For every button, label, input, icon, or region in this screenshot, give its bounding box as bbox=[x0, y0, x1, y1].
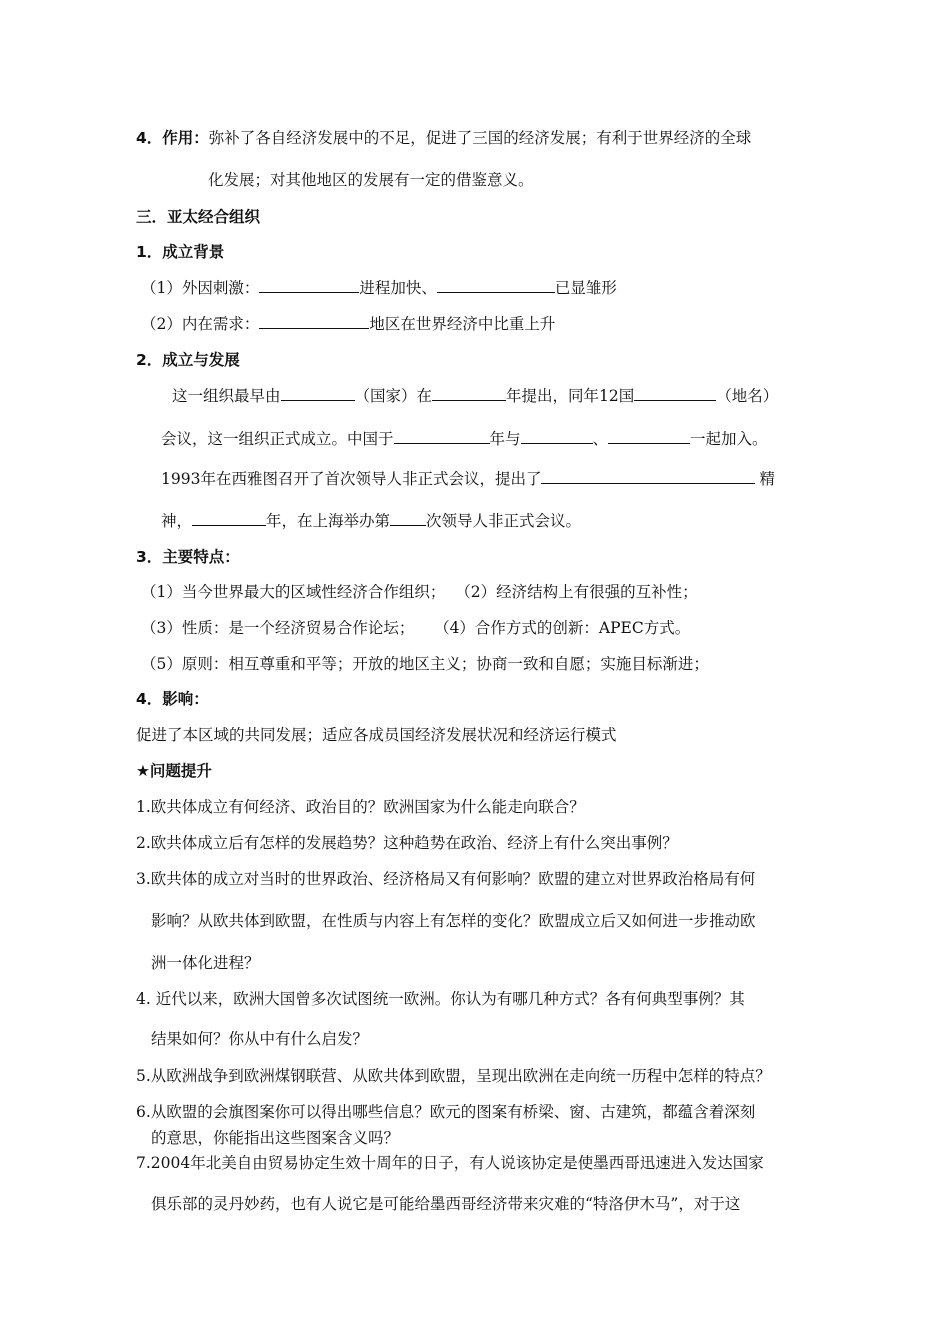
text: 年提出，同年12国 bbox=[506, 387, 635, 405]
question-3-line-1: 3.欧共体的成立对当时的世界政治、经济格局又有何影响？欧盟的建立对世界政治格局有何 bbox=[136, 870, 756, 888]
text: 一起加入。 bbox=[690, 430, 768, 448]
text: 会议，这一组织正式成立。中国于 bbox=[161, 430, 394, 448]
text: （地名） bbox=[716, 387, 779, 405]
effect-text-1: 弥补了各自经济发展中的不足，促进了三国的经济发展；有利于世界经济的全球 bbox=[208, 129, 752, 147]
question-3-line-3: 洲一体化进程？ bbox=[151, 954, 260, 972]
text: 1993年在西雅图召开了首次领导人非正式会议，提出了 bbox=[161, 470, 542, 488]
question-1: 1.欧共体成立有何经济、政治目的？欧洲国家为什么能走向联合？ bbox=[136, 798, 585, 816]
development-line-2 bbox=[161, 427, 768, 449]
blank[interactable] bbox=[541, 469, 755, 484]
text: 进程加快、 bbox=[359, 279, 437, 297]
text: （1）外因刺激： bbox=[141, 279, 260, 297]
text: （国家）在 bbox=[354, 387, 433, 405]
blank[interactable] bbox=[259, 314, 369, 329]
questions-heading: ★问题提升 bbox=[136, 762, 212, 780]
blank[interactable] bbox=[432, 386, 506, 401]
text: 地区在世界经济中比重上升 bbox=[369, 315, 556, 333]
development-line-1 bbox=[172, 384, 778, 406]
development-heading: 2．成立与发展 bbox=[136, 351, 240, 369]
text: 、 bbox=[592, 430, 609, 448]
question-2: 2.欧共体成立后有怎样的发展趋势？这种趋势在政治、经济上有什么突出事例？ bbox=[136, 834, 678, 852]
effect-line-2: 化发展；对其他地区的发展有一定的借鉴意义。 bbox=[208, 171, 534, 189]
text: 这一组织最早由 bbox=[172, 387, 281, 405]
blank[interactable] bbox=[390, 511, 426, 526]
effect-label: 4．作用： bbox=[136, 129, 209, 147]
text: 年与 bbox=[489, 430, 521, 448]
text: 精 bbox=[759, 470, 775, 488]
features-heading: 3．主要特点： bbox=[136, 548, 240, 566]
development-line-4 bbox=[161, 509, 581, 531]
influence-heading: 4．影响： bbox=[136, 690, 209, 708]
question-3-line-2: 影响？从欧共体到欧盟，在性质与内容上有怎样的变化？欧盟成立后又如何进一步推动欧 bbox=[151, 912, 756, 930]
question-4-line-2: 结果如何？你从中有什么启发？ bbox=[151, 1030, 369, 1048]
features-line-1: （1）当今世界最大的区域性经济合作组织； （2）经济结构上有很强的互补性； bbox=[141, 583, 698, 601]
blank[interactable] bbox=[394, 429, 490, 444]
background-line-1 bbox=[141, 276, 617, 298]
question-6-line-2: 的意思，你能指出这些图案含义吗？ bbox=[151, 1129, 400, 1147]
text: （2）内在需求： bbox=[141, 315, 260, 333]
effect-line-1 bbox=[136, 126, 751, 148]
features-line-2: （3）性质：是一个经济贸易合作论坛； （4）合作方式的创新：APEC方式。 bbox=[141, 619, 691, 637]
background-heading: 1．成立背景 bbox=[136, 243, 225, 261]
text: 年，在上海举办第 bbox=[266, 512, 391, 530]
text: 次领导人非正式会议。 bbox=[426, 512, 582, 530]
blank[interactable] bbox=[608, 429, 690, 444]
features-line-3: （5）原则：相互尊重和平等；开放的地区主义；协商一致和自愿；实施目标渐进； bbox=[141, 655, 709, 673]
blank[interactable] bbox=[192, 511, 266, 526]
section-3-title: 三．亚太经合组织 bbox=[136, 208, 261, 226]
blank[interactable] bbox=[281, 386, 355, 401]
question-7-line-2: 俱乐部的灵丹妙药，也有人说它是可能给墨西哥经济带来灾难的“特洛伊木马”，对于这 bbox=[151, 1195, 741, 1213]
influence-text: 促进了本区域的共同发展；适应各成员国经济发展状况和经济运行模式 bbox=[136, 726, 617, 744]
text: 已显雏形 bbox=[554, 279, 617, 297]
question-6-line-1: 6.从欧盟的会旗图案你可以得出哪些信息？欧元的图案有桥梁、窗、古建筑，都蕴含着深刻 bbox=[136, 1103, 756, 1121]
text: 神， bbox=[161, 512, 193, 530]
blank[interactable] bbox=[259, 278, 359, 293]
blank[interactable] bbox=[437, 278, 555, 293]
blank[interactable] bbox=[634, 386, 716, 401]
question-7-line-1: 7.2004年北美自由贸易协定生效十周年的日子，有人说该协定是使墨西哥迅速进入发达国家 bbox=[136, 1154, 764, 1172]
question-4-line-1: 4. 近代以来，欧洲大国曾多次试图统一欧洲。你认为有哪几种方式？各有何典型事例？其 bbox=[136, 990, 745, 1008]
question-5: 5.从欧洲战争到欧洲煤钢联营、从欧共体到欧盟，呈现出欧洲在走向统一历程中怎样的特点？ bbox=[136, 1067, 771, 1085]
development-line-3 bbox=[161, 467, 775, 489]
background-line-2 bbox=[141, 312, 555, 334]
blank[interactable] bbox=[521, 429, 593, 444]
